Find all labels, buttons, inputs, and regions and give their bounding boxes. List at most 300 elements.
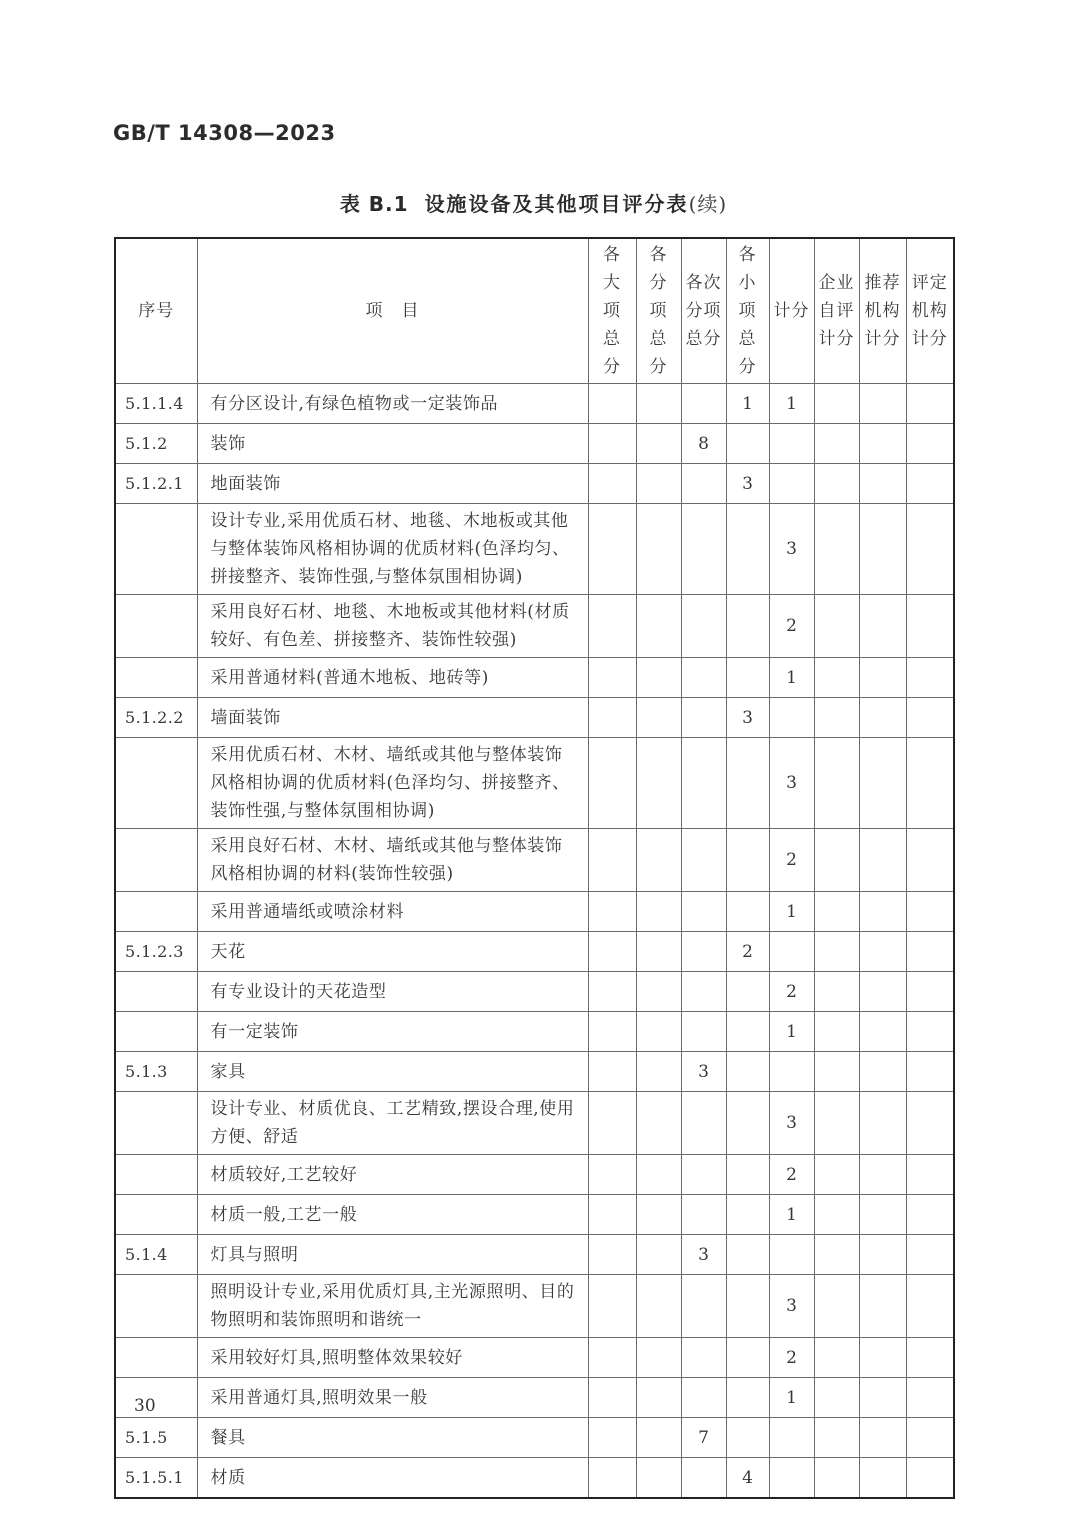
cell-c1 [588,932,636,972]
cell-no [115,1155,197,1195]
cell-c7 [859,1155,906,1195]
col-header-item [197,238,588,384]
table-title [114,188,953,217]
cell-c5: 1 [769,892,814,932]
col-header-line: 计分 [864,329,901,349]
cell-c3 [681,1092,726,1155]
page-number: 30 [134,1396,156,1416]
cell-item: 材质 [197,1458,588,1499]
cell-no [115,595,197,658]
cell-item: 采用普通灯具,照明效果一般 [197,1378,588,1418]
cell-c6 [814,1458,859,1499]
cell-item: 有分区设计,有绿色植物或一定装饰品 [197,384,588,424]
cell-c2 [636,1338,681,1378]
cell-c4: 2 [726,932,769,972]
cell-c1 [588,464,636,504]
cell-c6 [814,1235,859,1275]
cell-c5: 3 [769,1092,814,1155]
cell-c1 [588,1092,636,1155]
cell-c5: 3 [769,738,814,829]
cell-c2 [636,595,681,658]
col-header-line: 小 [738,273,757,293]
cell-c1 [588,595,636,658]
cell-c6 [814,658,859,698]
cell-c3 [681,1378,726,1418]
cell-c1 [588,384,636,424]
cell-c4: 4 [726,1458,769,1499]
cell-c4 [726,1378,769,1418]
cell-c1 [588,1458,636,1499]
cell-c6 [814,595,859,658]
cell-c7 [859,1195,906,1235]
cell-c5: 2 [769,595,814,658]
col-header-no [115,238,197,384]
cell-no [115,829,197,892]
cell-c6 [814,1012,859,1052]
cell-c7 [859,1052,906,1092]
cell-c3 [681,698,726,738]
cell-c3 [681,892,726,932]
cell-c7 [859,464,906,504]
cell-c6 [814,464,859,504]
cell-c4 [726,1338,769,1378]
cell-c8 [906,829,954,892]
cell-c3: 8 [681,424,726,464]
cell-c7 [859,1418,906,1458]
cell-c1 [588,972,636,1012]
cell-no [115,1012,197,1052]
cell-item: 墙面装饰 [197,698,588,738]
cell-c4 [726,1012,769,1052]
cell-c1 [588,698,636,738]
cell-c6 [814,738,859,829]
cell-no: 5.1.5 [115,1418,197,1458]
table-row [115,424,954,464]
cell-c5 [769,1052,814,1092]
cell-c7 [859,1275,906,1338]
cell-c2 [636,738,681,829]
cell-item: 设计专业、材质优良、工艺精致,摆设合理,使用方便、舒适 [197,1092,588,1155]
cell-c1 [588,504,636,595]
cell-c4 [726,1235,769,1275]
cell-c8 [906,1378,954,1418]
cell-c2 [636,658,681,698]
cell-c6 [814,1275,859,1338]
cell-c4 [726,1275,769,1338]
cell-c3 [681,504,726,595]
cell-c7 [859,738,906,829]
cell-c4 [726,892,769,932]
cell-c5: 1 [769,1195,814,1235]
cell-c1 [588,892,636,932]
cell-c6 [814,1155,859,1195]
cell-c7 [859,504,906,595]
cell-c2 [636,1155,681,1195]
table-row [115,1012,954,1052]
cell-c8 [906,464,954,504]
table-row [115,738,954,829]
cell-c3 [681,1155,726,1195]
cell-item: 装饰 [197,424,588,464]
cell-c2 [636,1458,681,1499]
cell-c1 [588,1155,636,1195]
cell-c8 [906,595,954,658]
cell-item: 采用普通材料(普通木地板、地砖等) [197,658,588,698]
cell-c2 [636,384,681,424]
col-header-line: 计分 [773,301,810,321]
table-row [115,1458,954,1499]
cell-c5: 1 [769,384,814,424]
cell-c5 [769,464,814,504]
cell-c6 [814,504,859,595]
cell-c5 [769,1235,814,1275]
cell-no [115,1338,197,1378]
cell-c3 [681,932,726,972]
col-header-line: 序号 [138,301,175,321]
cell-c8 [906,384,954,424]
cell-c5: 2 [769,1155,814,1195]
table-head [115,238,954,384]
cell-c2 [636,932,681,972]
cell-c3: 3 [681,1052,726,1092]
cell-c3 [681,595,726,658]
col-header-line: 各 [649,245,668,265]
cell-c8 [906,504,954,595]
col-header-line: 项 [649,301,668,321]
cell-no: 5.1.1.4 [115,384,197,424]
col-header-c1 [588,238,636,384]
col-header-c7 [859,238,906,384]
col-header-c4 [726,238,769,384]
cell-c2 [636,1418,681,1458]
cell-c5 [769,1418,814,1458]
cell-c4 [726,829,769,892]
col-header-line: 总 [738,329,757,349]
cell-c6 [814,384,859,424]
cell-c2 [636,464,681,504]
col-header-c5 [769,238,814,384]
cell-c3 [681,1012,726,1052]
cell-c4 [726,972,769,1012]
cell-c1 [588,1012,636,1052]
col-header-c3 [681,238,726,384]
cell-item: 材质较好,工艺较好 [197,1155,588,1195]
cell-c1 [588,738,636,829]
cell-c1 [588,1052,636,1092]
cell-c5 [769,1458,814,1499]
table-row [115,384,954,424]
col-header-line: 各 [738,245,757,265]
cell-c4 [726,1195,769,1235]
cell-c6 [814,1195,859,1235]
cell-c2 [636,1195,681,1235]
cell-c6 [814,1418,859,1458]
cell-c4 [726,1092,769,1155]
cell-c3: 7 [681,1418,726,1458]
col-header-line: 分项 [685,301,722,321]
cell-c4 [726,1155,769,1195]
cell-c7 [859,1235,906,1275]
cell-c2 [636,424,681,464]
table-row [115,972,954,1012]
table-row [115,1275,954,1338]
cell-c6 [814,1092,859,1155]
table-row [115,1235,954,1275]
cell-no: 5.1.5.1 [115,1458,197,1499]
cell-item: 灯具与照明 [197,1235,588,1275]
cell-c5: 1 [769,658,814,698]
cell-no [115,1275,197,1338]
table-title-text: 设施设备及其他项目评分表 [424,192,689,216]
cell-c8 [906,892,954,932]
cell-c2 [636,698,681,738]
cell-c8 [906,1418,954,1458]
cell-no: 5.1.4 [115,1235,197,1275]
cell-c7 [859,932,906,972]
cell-c4 [726,658,769,698]
cell-c3 [681,464,726,504]
cell-c7 [859,829,906,892]
col-header-line: 计分 [911,329,948,349]
cell-c2 [636,504,681,595]
cell-c7 [859,1012,906,1052]
cell-c7 [859,1378,906,1418]
cell-c3: 3 [681,1235,726,1275]
cell-c6 [814,972,859,1012]
cell-c3 [681,384,726,424]
col-header-line: 总 [603,329,621,349]
cell-c6 [814,1378,859,1418]
cell-item: 有一定装饰 [197,1012,588,1052]
table-row [115,504,954,595]
col-header-c2 [636,238,681,384]
cell-item: 地面装饰 [197,464,588,504]
cell-c8 [906,1195,954,1235]
table-row [115,464,954,504]
cell-item: 家具 [197,1052,588,1092]
cell-c6 [814,932,859,972]
cell-c3 [681,1195,726,1235]
cell-c5 [769,424,814,464]
col-header-line: 项 目 [365,301,420,321]
cell-no [115,972,197,1012]
cell-c5: 1 [769,1378,814,1418]
cell-c6 [814,1052,859,1092]
cell-item: 材质一般,工艺一般 [197,1195,588,1235]
cell-item: 采用良好石材、地毯、木地板或其他材料(材质较好、有色差、拼接整齐、装饰性较强) [197,595,588,658]
cell-c5: 1 [769,1012,814,1052]
cell-c4 [726,738,769,829]
col-header-line: 企业 [818,273,855,293]
cell-c6 [814,892,859,932]
col-header-line: 机构 [911,301,948,321]
col-header-line: 分 [649,357,668,377]
table-row [115,698,954,738]
cell-c1 [588,658,636,698]
cell-item: 采用较好灯具,照明整体效果较好 [197,1338,588,1378]
cell-c8 [906,658,954,698]
col-header-line: 计分 [818,329,855,349]
table-row [115,595,954,658]
cell-c7 [859,384,906,424]
cell-c6 [814,1338,859,1378]
col-header-line: 项 [603,301,621,321]
cell-c1 [588,1275,636,1338]
cell-c3 [681,658,726,698]
cell-c1 [588,424,636,464]
cell-c4 [726,504,769,595]
cell-item: 天花 [197,932,588,972]
table-row [115,1195,954,1235]
cell-c2 [636,1378,681,1418]
col-header-c8 [906,238,954,384]
table-row [115,932,954,972]
score-table [114,237,955,1499]
col-header-line: 机构 [864,301,901,321]
cell-c7 [859,1458,906,1499]
cell-c7 [859,1092,906,1155]
table-row [115,1052,954,1092]
cell-c8 [906,424,954,464]
col-header-line: 推荐 [864,273,901,293]
cell-c2 [636,1092,681,1155]
cell-c8 [906,738,954,829]
col-header-line: 总分 [685,329,722,349]
cell-c3 [681,1338,726,1378]
col-header-line: 大 [603,273,621,293]
cell-c5: 3 [769,1275,814,1338]
cell-c1 [588,829,636,892]
cell-c1 [588,1418,636,1458]
table-row [115,1092,954,1155]
cell-item: 有专业设计的天花造型 [197,972,588,1012]
cell-c4 [726,424,769,464]
col-header-line: 总 [649,329,668,349]
cell-c6 [814,698,859,738]
cell-item: 照明设计专业,采用优质灯具,主光源照明、目的物照明和装饰照明和谐统一 [197,1275,588,1338]
col-header-line: 各次 [685,273,722,293]
cell-item: 设计专业,采用优质石材、地毯、木地板或其他与整体装饰风格相协调的优质材料(色泽均匀、拼接整齐、装饰性强,与整体氛围相协调) [197,504,588,595]
cell-c1 [588,1378,636,1418]
col-header-line: 自评 [818,301,855,321]
cell-c8 [906,1458,954,1499]
cell-c3 [681,1458,726,1499]
cell-no [115,892,197,932]
col-header-c6 [814,238,859,384]
cell-no: 5.1.2.3 [115,932,197,972]
table-row [115,829,954,892]
cell-c2 [636,829,681,892]
cell-no [115,1378,197,1418]
cell-no: 5.1.2.2 [115,698,197,738]
cell-c8 [906,1092,954,1155]
cell-c8 [906,1155,954,1195]
cell-c8 [906,698,954,738]
cell-no: 5.1.2.1 [115,464,197,504]
cell-c8 [906,972,954,1012]
cell-c8 [906,1235,954,1275]
col-header-line: 项 [738,301,757,321]
cell-c7 [859,424,906,464]
cell-c4 [726,1418,769,1458]
table-row [115,658,954,698]
cell-c4: 3 [726,464,769,504]
cell-c3 [681,738,726,829]
cell-c6 [814,829,859,892]
cell-c4 [726,595,769,658]
cell-c8 [906,1275,954,1338]
cell-c5: 2 [769,1338,814,1378]
cell-c2 [636,1235,681,1275]
col-header-line: 分 [738,357,757,377]
cell-c1 [588,1195,636,1235]
cell-c7 [859,595,906,658]
cell-c2 [636,1275,681,1338]
cell-c4: 3 [726,698,769,738]
cell-c4: 1 [726,384,769,424]
cell-c7 [859,972,906,1012]
cell-c8 [906,1052,954,1092]
cell-item: 餐具 [197,1418,588,1458]
cell-no [115,738,197,829]
table-body [115,384,954,1499]
cell-c7 [859,658,906,698]
cell-c7 [859,1338,906,1378]
table-header-row [115,238,954,384]
cell-c5: 2 [769,972,814,1012]
cell-no [115,504,197,595]
cell-c3 [681,1275,726,1338]
cell-c6 [814,424,859,464]
col-header-line: 评定 [911,273,948,293]
cell-c5: 2 [769,829,814,892]
cell-c5: 3 [769,504,814,595]
table-row [115,1338,954,1378]
table-title-continued: (续) [688,192,728,216]
cell-no [115,1195,197,1235]
cell-item: 采用优质石材、木材、墙纸或其他与整体装饰风格相协调的优质材料(色泽均匀、拼接整齐、装饰性强,与整体氛围相协调) [197,738,588,829]
cell-c4 [726,1052,769,1092]
cell-c8 [906,1012,954,1052]
cell-c2 [636,892,681,932]
table-row [115,1155,954,1195]
table-row [115,1378,954,1418]
cell-c2 [636,1012,681,1052]
standard-number: GB/T 14308—2023 [113,121,336,145]
cell-item: 采用良好石材、木材、墙纸或其他与整体装饰风格相协调的材料(装饰性较强) [197,829,588,892]
table-row [115,1418,954,1458]
cell-c7 [859,698,906,738]
cell-no: 5.1.3 [115,1052,197,1092]
cell-c1 [588,1235,636,1275]
cell-c8 [906,1338,954,1378]
cell-no: 5.1.2 [115,424,197,464]
cell-item: 采用普通墙纸或喷涂材料 [197,892,588,932]
cell-c3 [681,972,726,1012]
cell-c8 [906,932,954,972]
cell-c3 [681,829,726,892]
col-header-line: 各 [603,245,621,265]
table-row [115,892,954,932]
cell-no [115,658,197,698]
col-header-line: 分 [603,357,621,377]
cell-c2 [636,1052,681,1092]
cell-c1 [588,1338,636,1378]
table-title-label: 表 B.1 [339,192,409,216]
cell-c5 [769,698,814,738]
cell-c7 [859,892,906,932]
col-header-line: 分 [649,273,668,293]
